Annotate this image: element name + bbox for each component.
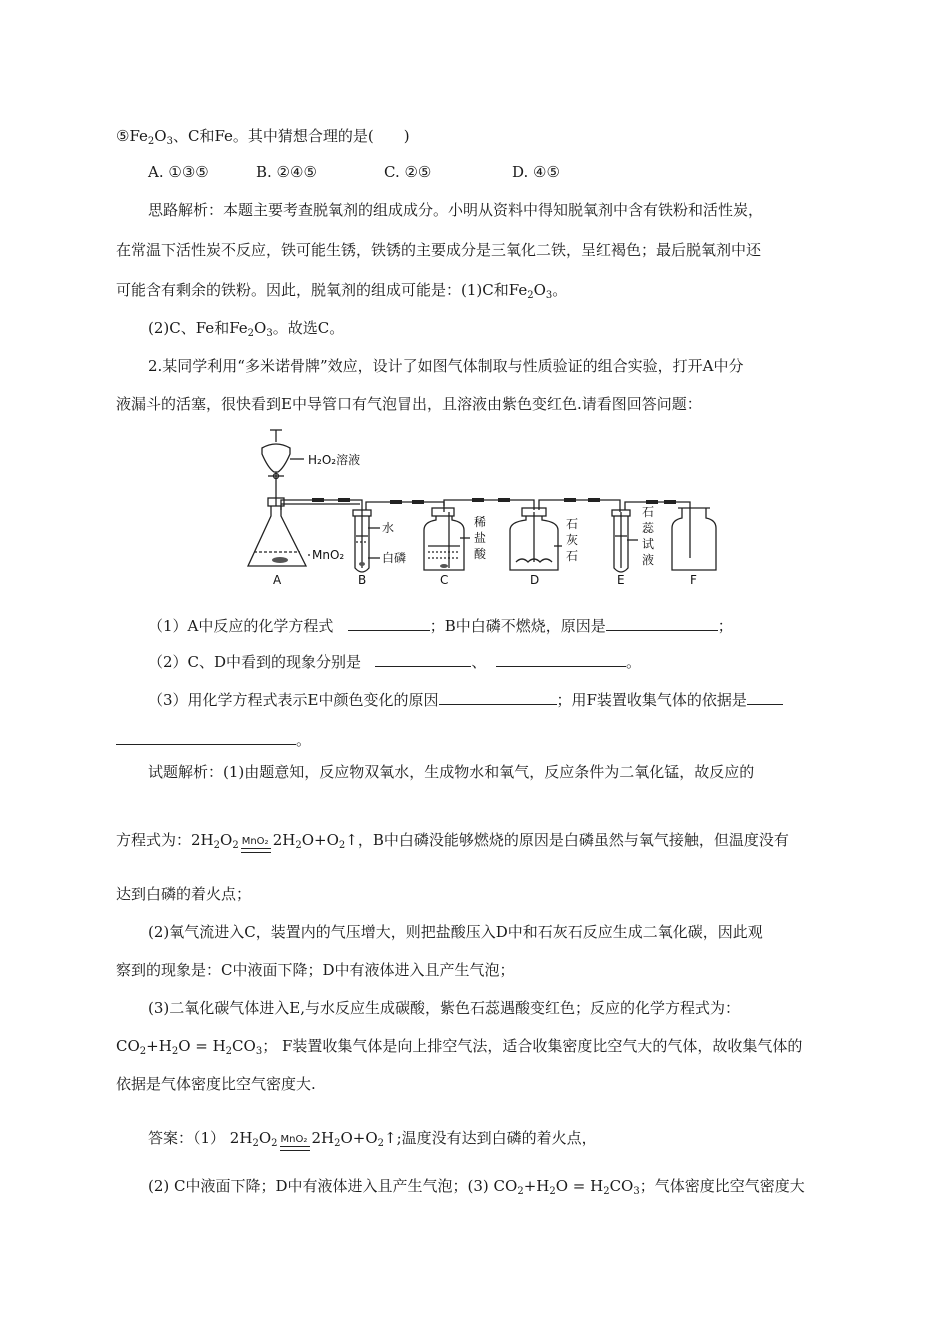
options-row [148, 162, 560, 182]
answer-blank-6b[interactable] [116, 728, 296, 745]
catalyst-arrow: MnO₂ [241, 836, 271, 856]
answer-blank-6a[interactable] [747, 688, 783, 705]
analysis-line-1: 思路解析：本题主要考查脱氧剂的组成成分。小明从资料中得知脱氧剂中含有铁粉和活性炭， [148, 201, 764, 219]
solution-line-7: $CO_2+H_2O = H_2CO_3$； F装置收集气体是向上排空气法，适合收集密度比空气大的气体，故收集气体的 [116, 1037, 803, 1057]
separatory-funnel [262, 430, 290, 506]
analysis-line-3: 可能含有剩余的铁粉。因此，脱氧剂的组成可能是：(1)C和$Fe_2O_3$。 [116, 281, 568, 301]
litmus-char-1: 石 [642, 505, 655, 519]
h2o2-label: H₂O₂溶液 [308, 453, 361, 467]
litmus-char-3: 试 [642, 537, 655, 551]
litmus-char-4: 液 [642, 553, 655, 567]
answer-blank-5[interactable] [439, 688, 557, 705]
subquestion-3: （3）用化学方程式表示E中颜色变化的原因 ；用F装置收集气体的依据是 [148, 688, 783, 710]
option-d: D. ④⑤ [512, 163, 560, 181]
subquestion-1: （1）A中反应的化学方程式 ；B中白磷不燃烧，原因是 ； [148, 614, 733, 636]
bottle-d [510, 508, 562, 570]
water-label: 水 [382, 521, 395, 535]
subquestion-3-cont: 。 [116, 728, 311, 750]
acid-char-3: 酸 [474, 547, 487, 561]
acid-char-2: 盐 [474, 531, 487, 545]
conical-flask-a [248, 498, 310, 566]
answer-line-1: 答案：（1） $2H_2O_2$ MnO₂ $2H_2O+O_2↑$;温度没有达到白磷的着火点， [148, 1128, 597, 1154]
solution-line-5: 察到的现象是：C中液面下降；D中有液体进入且产生气泡； [116, 961, 515, 979]
analysis-line-2: 在常温下活性炭不反应，铁可能生锈，铁锈的主要成分是三氧化二铁，呈红褐色；最后脱氧剂中还 [116, 241, 762, 259]
guess-line: $⑤Fe_2O_3$、C和Fe。其中猜想合理的是( ) [116, 127, 410, 147]
solution-equation-line: 方程式为：$2H_2O_2$ MnO₂ $2H_2O+O_2↑$，B中白磷没能够燃烧的原因是白磷虽然与氧气接触，但温度没有 [116, 830, 789, 856]
limestone-char-2: 灰 [566, 533, 579, 547]
answer-blank-4[interactable] [496, 650, 626, 667]
solution-line-6: (3)二氧化碳气体进入E,与水反应生成碳酸，紫色石蕊遇酸变红色；反应的化学方程式为： [148, 999, 740, 1017]
test-tube-b [353, 510, 380, 572]
option-a: A. ①③⑤ [148, 163, 209, 181]
answer-blank-1[interactable] [348, 614, 430, 631]
answer-line-2: (2) C中液面下降；D中有液体进入且产生气泡；(3) $CO_2+H_2O = H_2CO_3$；气体密度比空气密度大 [148, 1177, 805, 1197]
bottle-c [424, 508, 470, 570]
solution-line-1: 试题解析：(1)由题意知，反应物双氧水，生成物水和氧气，反应条件为二氧化锰，故反应的 [148, 763, 755, 781]
limestone-char-3: 石 [566, 549, 579, 563]
litmus-char-2: 蕊 [642, 521, 655, 535]
question2-line-1: 2.某同学利用“多米诺骨牌”效应，设计了如图气体制取与性质验证的组合实验，打开A中分 [148, 357, 744, 375]
question2-line-2: 液漏斗的活塞，很快看到E中导管口有气泡冒出，且溶液由紫色变红色.请看图回答问题： [116, 395, 702, 413]
test-tube-e [612, 510, 638, 572]
apparatus-diagram [244, 428, 724, 588]
label-e: E [617, 573, 625, 587]
label-b: B [358, 573, 367, 587]
label-c: C [440, 573, 449, 587]
acid-char-1: 稀 [474, 515, 487, 529]
option-b: B. ②④⑤ [256, 163, 317, 181]
option-c: C. ②⑤ [384, 163, 432, 181]
answer-blank-3[interactable] [375, 650, 471, 667]
solution-line-3: 达到白磷的着火点； [116, 885, 252, 903]
subquestion-2: （2）C、D中看到的现象分别是 、 。 [148, 650, 641, 672]
limestone-char-1: 石 [566, 517, 579, 531]
analysis-line-4: (2)C、Fe和$Fe_2O_3$。故选C。 [148, 319, 345, 339]
solution-line-8: 依据是气体密度比空气密度大. [116, 1075, 316, 1093]
phosphorus-label: 白磷 [382, 551, 407, 565]
solution-line-4: (2)氧气流进入C，装置内的气压增大，则把盐酸压入D中和石灰石反应生成二氧化碳，因此观 [148, 923, 763, 941]
label-d: D [530, 573, 540, 587]
label-a: A [273, 573, 282, 587]
mno2-label: MnO₂ [312, 548, 345, 562]
label-f: F [690, 573, 697, 587]
collecting-bottle-f [672, 508, 716, 570]
answer-blank-2[interactable] [606, 614, 718, 631]
catalyst-arrow-answer: MnO₂ [280, 1134, 310, 1154]
